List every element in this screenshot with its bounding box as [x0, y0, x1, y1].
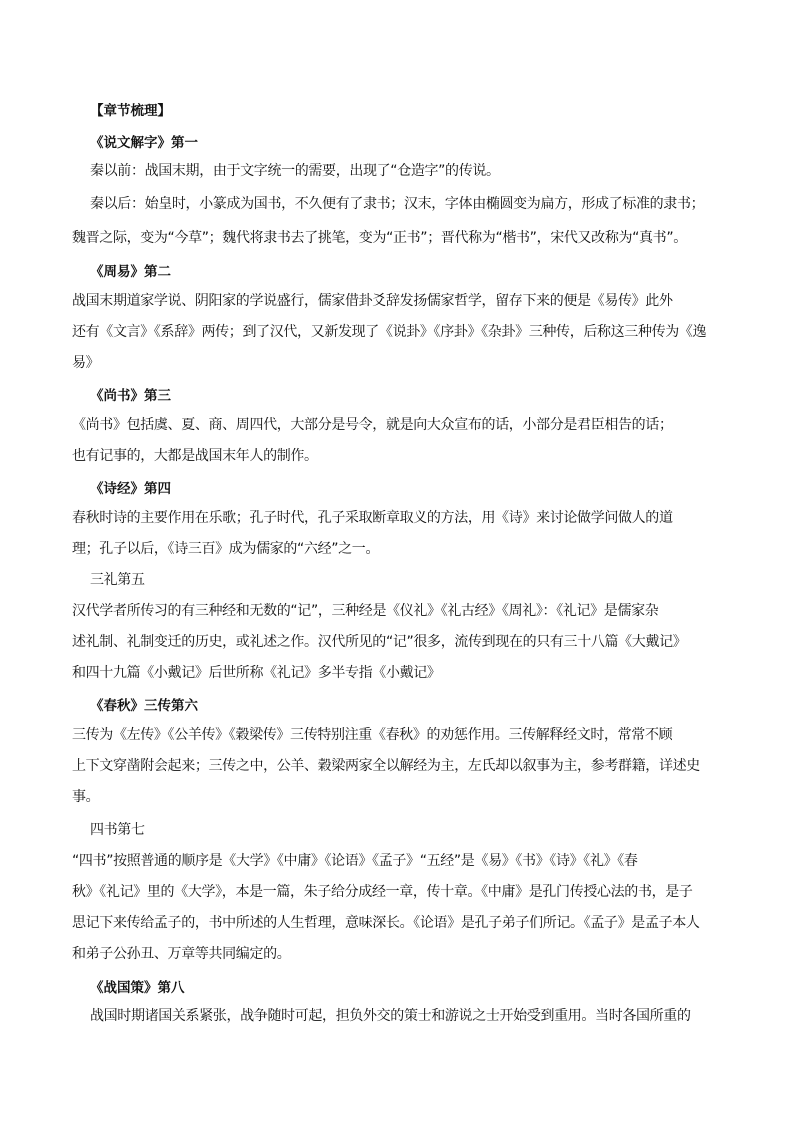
section-heading-chapter-outline: 【章节梳理】: [90, 103, 171, 119]
section-heading-chunqiu: 《春秋》三传第六: [90, 698, 198, 714]
paragraph-line: 事。: [72, 789, 100, 805]
paragraph-line: 述礼制、礼制变迁的历史，或礼述之作。汉代所见的“记”很多，流传到现在的只有三十八篇《大戴记》: [72, 634, 687, 650]
paragraph-line: 战国时期诸国关系紧张，战争随时可起，担负外交的策士和游说之士开始受到重用。当时各国所重的: [90, 1008, 691, 1024]
paragraph-line: 上下文穿凿附会起来；三传之中，公羊、穀梁两家全以解经为主，左氏却以叙事为主，参考群籍，详述史: [72, 758, 700, 774]
section-heading-shijing: 《诗经》第四: [90, 481, 171, 497]
paragraph-line: 也有记事的，大都是战国末年人的制作。: [72, 448, 318, 464]
paragraph-line: 和弟子公孙丑、万章等共同编定的。: [72, 946, 291, 962]
paragraph-line: 还有《文言》《系辞》两传；到了汉代，又新发现了《说卦》《序卦》《杂卦》三种传，后称这三种传为《逸: [72, 324, 707, 340]
paragraph-line: 和四十九篇《小戴记》后世所称《礼记》多半专指《小戴记》: [72, 665, 441, 681]
paragraph-line: 《尚书》包括虞、夏、商、周四代，大部分是号令，就是向大众宣布的话，小部分是君臣相告的话；: [72, 417, 673, 433]
paragraph-line: 三传为《左传》《公羊传》《穀梁传》三传特别注重《春秋》的劝惩作用。三传解释经文时，常常不顾: [72, 727, 673, 743]
section-heading-shangshu: 《尚书》第三: [90, 388, 171, 404]
section-heading-sishu: 四书第七: [90, 822, 145, 838]
paragraph-line: 秦以前：战国末期，由于文字统一的需要，出现了“仓造字”的传说。: [90, 163, 500, 179]
paragraph-line: 易》: [72, 355, 100, 371]
section-heading-zhouyi: 《周易》第二: [90, 264, 171, 280]
paragraph-line: 汉代学者所传习的有三种经和无数的“记”，三种经是《仪礼》《礼古经》《周礼》：《礼记》是儒家杂: [72, 603, 659, 619]
paragraph-line: 春秋时诗的主要作用在乐歌；孔子时代，孔子采取断章取义的方法，用《诗》来讨论做学问做人的道: [72, 510, 673, 526]
paragraph-line: 魏晋之际，变为“今草”；魏代将隶书去了挑笔，变为“正书”；晋代称为“楷书”，宋代又改称为“真书”。: [72, 230, 687, 246]
paragraph-line: 理；孔子以后，《诗三百》成为儒家的“六经”之一。: [72, 541, 380, 557]
paragraph-line: 思记下来传给孟子的，书中所述的人生哲理，意味深长。《论语》是孔子弟子们所记。《孟子》是孟子本人: [72, 915, 700, 931]
paragraph-line: 秦以后：始皇时，小篆成为国书，不久便有了隶书；汉末，字体由椭圆变为扁方，形成了标准的隶书；: [90, 196, 705, 212]
paragraph-line: 战国末期道家学说、阴阳家的学说盛行，儒家借卦爻辞发扬儒家哲学，留存下来的便是《易传》此外: [72, 293, 673, 309]
paragraph-line: “四书”按照普通的顺序是《大学》《中庸》《论语》《孟子》“五经”是《易》《书》《诗》《礼》《春: [72, 853, 638, 869]
paragraph-line: 秋》《礼记》里的《大学》，本是一篇，朱子给分成经一章，传十章。《中庸》是孔门传授心法的书，是子: [72, 884, 693, 900]
section-heading-zhanguoce: 《战国策》第八: [90, 980, 185, 996]
section-heading-shuowen: 《说文解字》第一: [90, 135, 198, 151]
section-heading-sanli: 三礼第五: [90, 572, 145, 588]
